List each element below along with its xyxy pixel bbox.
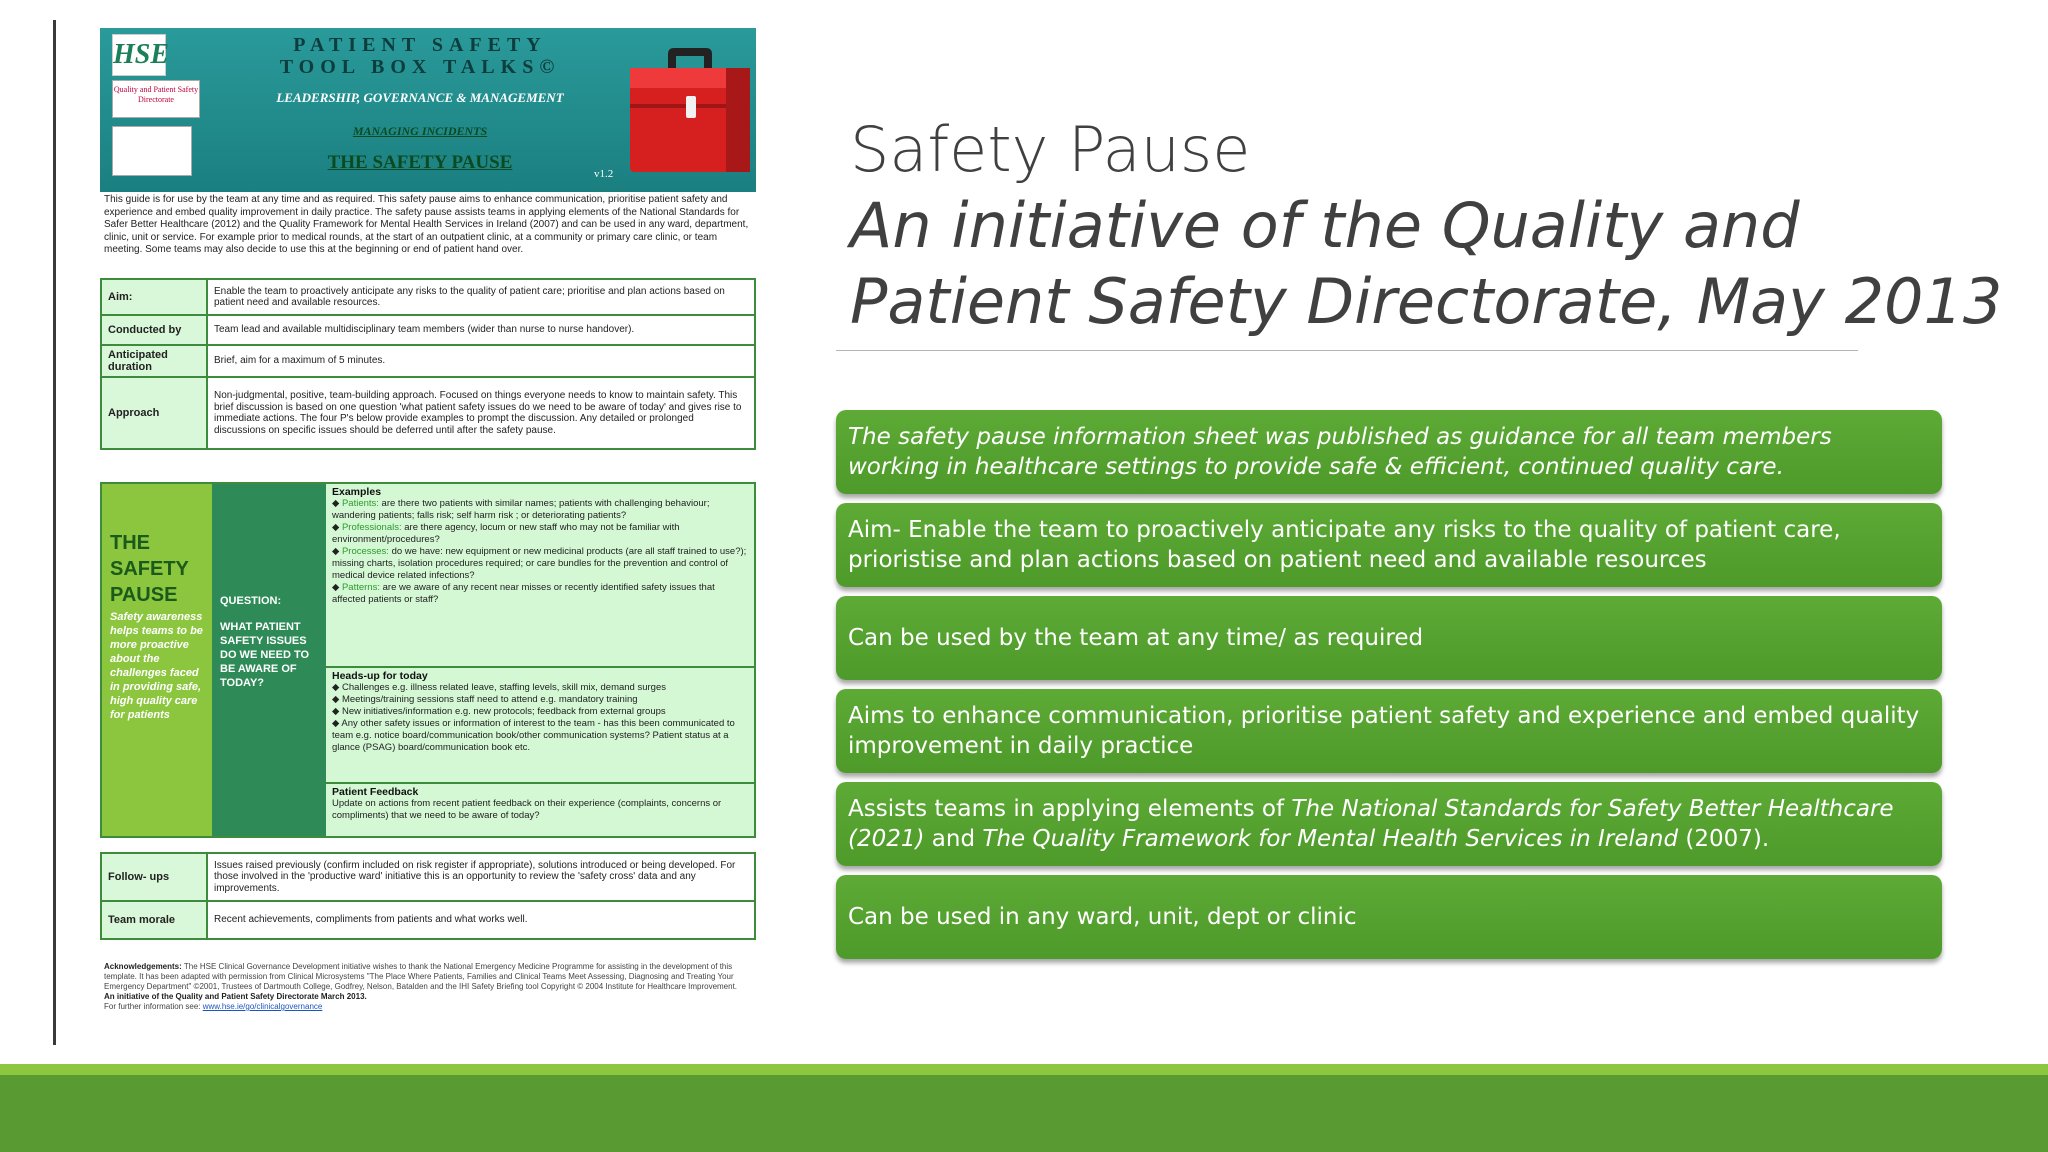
pause-description: Safety awareness helps teams to be more proactive about the challenges faced in providing safe, high quality care for patients bbox=[110, 611, 203, 721]
example-text: are there agency, locum or new staff who may not be familiar with environment/procedures? bbox=[332, 522, 680, 545]
row-label: Aim: bbox=[101, 279, 207, 315]
question-text: WHAT PATIENT SAFETY ISSUES DO WE NEED TO BE AWARE OF TODAY? bbox=[220, 621, 310, 689]
framework-title: The Quality Framework for Mental Health Services in Ireland bbox=[982, 826, 1679, 852]
row-value: Enable the team to proactively anticipate any risks to the quality of patient care; prioritise and plan actions based on patient need and available resources. bbox=[207, 279, 755, 315]
feedback-text: Update on actions from recent patient feedback on their experience (complaints, concerns or compliments) that we need to be aware of today? bbox=[332, 798, 722, 821]
qps-logo: Quality and Patient Safety Directorate bbox=[112, 80, 200, 118]
table-row bbox=[101, 853, 755, 901]
document-info-table bbox=[100, 278, 756, 450]
row-value: Team lead and available multidisciplinary team members (wider than nurse to nurse handover). bbox=[207, 315, 755, 345]
footer-bar-light bbox=[0, 1064, 2048, 1075]
standards-title: The National Standards for Safety Better Healthcare (2021) bbox=[848, 796, 1894, 852]
example-text: do we have: new equipment or new medicinal products (are all staff trained to use?); missing charts, isolation procedures required; or care bundles for the prevention and control of medical device related infections? bbox=[332, 546, 747, 581]
example-text: are we aware of any recent near misses or recently identified safety issues that affected patients or staff? bbox=[332, 582, 715, 605]
examples-heading: Examples bbox=[332, 486, 382, 498]
table-row bbox=[101, 377, 755, 449]
example-key: Patients: bbox=[341, 498, 379, 509]
example-text: are there two patients with similar names; patients with challenging behaviour; wandering patients; falls risk; self harm risk ; or deteriorating patients? bbox=[332, 498, 710, 521]
title-divider bbox=[836, 350, 1858, 351]
table-row bbox=[101, 901, 755, 939]
toolbox-talk-document-image bbox=[100, 28, 756, 1038]
feedback-section bbox=[326, 782, 754, 836]
info-box-text: Can be used in any ward, unit, dept or clinic bbox=[848, 904, 1357, 930]
headsup-text: New initiatives/information e.g. new protocols; feedback from external groups bbox=[341, 706, 666, 717]
document-followup-table bbox=[100, 852, 756, 940]
safety-pause-panel bbox=[100, 482, 756, 838]
pause-question-column bbox=[212, 484, 326, 836]
info-box-usage bbox=[836, 596, 1942, 680]
secondary-logo-icon bbox=[112, 126, 192, 176]
standards-text-part: (2007). bbox=[1678, 826, 1770, 852]
pause-title bbox=[110, 530, 204, 608]
question-label: QUESTION: bbox=[220, 595, 282, 607]
row-value: Recent achievements, compliments from patients and what works well. bbox=[207, 901, 755, 939]
info-box-text bbox=[848, 794, 1930, 854]
document-section: MANAGING INCIDENTS bbox=[352, 124, 488, 138]
pause-detail-column bbox=[326, 484, 754, 836]
further-info-label: For further information see: bbox=[104, 1002, 203, 1011]
document-intro: This guide is for use by the team at any time and as required. This safety pause aims to enhance communication, prioritise patient safety and experience and embed quality improvement in daily practice. The safety pause assists teams in applying elements of the National Standards for Safer Better Healthcare (2012) and the Quality Framework for Mental Health Services in Ireland (2007) and can be used in any ward, department, clinic, unit or service. For example prior to medical rounds, at the start of an outpatient clinic, at a community or primary care clinic, or team meeting. Some teams may also decide to use this at the beginning or end of patient hand over. bbox=[104, 194, 749, 255]
headsup-text: Challenges e.g. illness related leave, staffing levels, skill mix, demand surges bbox=[341, 682, 666, 693]
list-item: ◆ Meetings/training sessions staff need to attend e.g. mandatory training bbox=[332, 694, 638, 705]
document-footer bbox=[104, 962, 754, 1012]
example-key: Processes: bbox=[341, 546, 389, 557]
left-vertical-rule bbox=[53, 20, 56, 1045]
info-box-aim bbox=[836, 503, 1942, 587]
row-label: Conducted by bbox=[101, 315, 207, 345]
row-label: Follow- ups bbox=[101, 853, 207, 901]
hse-logo: HSE bbox=[112, 34, 166, 76]
table-row bbox=[101, 345, 755, 377]
ack-label: Acknowledgements: bbox=[104, 962, 182, 971]
list-item: ◆ Any other safety issues or information of interest to the team - has this been communicated to team e.g. notice board/communication book/other communication systems? Patient status at a glance (PSAG) board/communication book etc. bbox=[332, 718, 735, 753]
pause-title-column bbox=[102, 484, 212, 836]
info-box-scope bbox=[836, 875, 1942, 959]
row-value: Brief, aim for a maximum of 5 minutes. bbox=[207, 345, 755, 377]
series-title-line2: TOOL BOX TALKS© bbox=[279, 56, 561, 78]
series-title-line1: PATIENT SAFETY bbox=[293, 34, 547, 56]
toolbox-icon bbox=[626, 46, 754, 176]
info-box-text: Aims to enhance communication, prioritise patient safety and experience and embed quality improvement in daily practice bbox=[848, 703, 1920, 759]
list-item: ◆ Processes: do we have: new equipment or new medicinal products (are all staff trained to use?); missing charts, isolation procedures required; or care bundles for the prevention and control of medical device related infections? bbox=[332, 546, 747, 581]
slide-title: Safety Pause bbox=[850, 113, 1251, 186]
info-box-text: The safety pause information sheet was published as guidance for all team members working in healthcare settings to provide safe & efficient, continued quality care. bbox=[848, 424, 1832, 480]
document-header bbox=[100, 28, 756, 192]
row-value: Issues raised previously (confirm included on risk register if appropriate), solutions introduced or being developed. For those involved in the 'productive ward' initiative this is an opportunity to review the 'safety cross' data and any improvements. bbox=[207, 853, 755, 901]
headsup-text: Meetings/training sessions staff need to attend e.g. mandatory training bbox=[341, 694, 638, 705]
slide-subtitle: An initiative of the Quality and Patient Safety Directorate, May 2013 bbox=[850, 189, 2003, 338]
info-box-guidance bbox=[836, 410, 1942, 494]
pause-title-text: THE SAFETY PAUSE bbox=[110, 532, 189, 606]
table-row bbox=[101, 315, 755, 345]
info-box-text: Can be used by the team at any time/ as required bbox=[848, 625, 1424, 651]
row-label: Team morale bbox=[101, 901, 207, 939]
examples-section bbox=[326, 484, 754, 666]
headsup-heading: Heads-up for today bbox=[332, 670, 428, 682]
list-item: ◆ Patients: are there two patients with similar names; patients with challenging behaviour; wandering patients; falls risk; self harm risk ; or deteriorating patients? bbox=[332, 498, 710, 521]
info-box-standards bbox=[836, 782, 1942, 866]
info-box-text: Aim- Enable the team to proactively anticipate any risks to the quality of patient care, prioristise and plan actions based on patient need and available resources bbox=[848, 517, 1841, 573]
example-key: Professionals: bbox=[341, 522, 402, 533]
standards-text-part: and bbox=[924, 826, 983, 852]
document-version: v1.2 bbox=[594, 168, 614, 180]
row-label: Anticipated duration bbox=[101, 345, 207, 377]
feedback-heading: Patient Feedback bbox=[332, 786, 419, 798]
row-label: Approach bbox=[101, 377, 207, 449]
document-category: LEADERSHIP, GOVERNANCE & MANAGEMENT bbox=[276, 90, 564, 105]
row-value: Non-judgmental, positive, team-building approach. Focused on things everyone needs to know to maintain safety. This brief discussion is based on one question 'what patient safety issues do we need to be aware of today' and gives rise to immediate actions. The four P's below provide examples to prompt the discussion. Any detailed or prolonged discussions on specific issues should be deferred until after the safety pause. bbox=[207, 377, 755, 449]
list-item: ◆ Challenges e.g. illness related leave, staffing levels, skill mix, demand surges bbox=[332, 682, 666, 693]
info-box-aims bbox=[836, 689, 1942, 773]
headsup-section bbox=[326, 666, 754, 782]
footer-bar-dark bbox=[0, 1075, 2048, 1152]
list-item: ◆ New initiatives/information e.g. new protocols; feedback from external groups bbox=[332, 706, 666, 717]
document-series-title bbox=[240, 34, 600, 78]
further-info-link[interactable]: www.hse.ie/go/clinicalgovernance bbox=[202, 1002, 323, 1011]
list-item: ◆ Patterns: are we aware of any recent near misses or recently identified safety issues that affected patients or staff? bbox=[332, 582, 715, 605]
headsup-text: Any other safety issues or information of interest to the team - has this been communicated to team e.g. notice board/communication book/other communication systems? Patient status at a glance (PSAG) board/communication book etc. bbox=[332, 718, 735, 753]
list-item: ◆ Professionals: are there agency, locum or new staff who may not be familiar with environment/procedures? bbox=[332, 522, 680, 545]
standards-text-part: Assists teams in applying elements of bbox=[848, 796, 1292, 822]
document-heading: THE SAFETY PAUSE bbox=[327, 152, 513, 173]
ack-text: The HSE Clinical Governance Development initiative wishes to thank the National Emergency Medicine Programme for assisting in the development of this template. It has been adapted with permission from Clinical Microsystems "The Place Where Patients, Families and Clinical Teams Meet Assessing, Diagnosing and Treating Your Emergency Department" ©2001, Trustees of Dartmouth College, Godfrey, Nelson, Batalden and the IHI Safety Briefing tool Copyright © 2004 Institute for Healthcare Improvement. bbox=[104, 962, 738, 991]
initiative-text: An initiative of the Quality and Patient Safety Directorate March 2013. bbox=[104, 992, 367, 1001]
example-key: Patterns: bbox=[341, 582, 380, 593]
table-row bbox=[101, 279, 755, 315]
